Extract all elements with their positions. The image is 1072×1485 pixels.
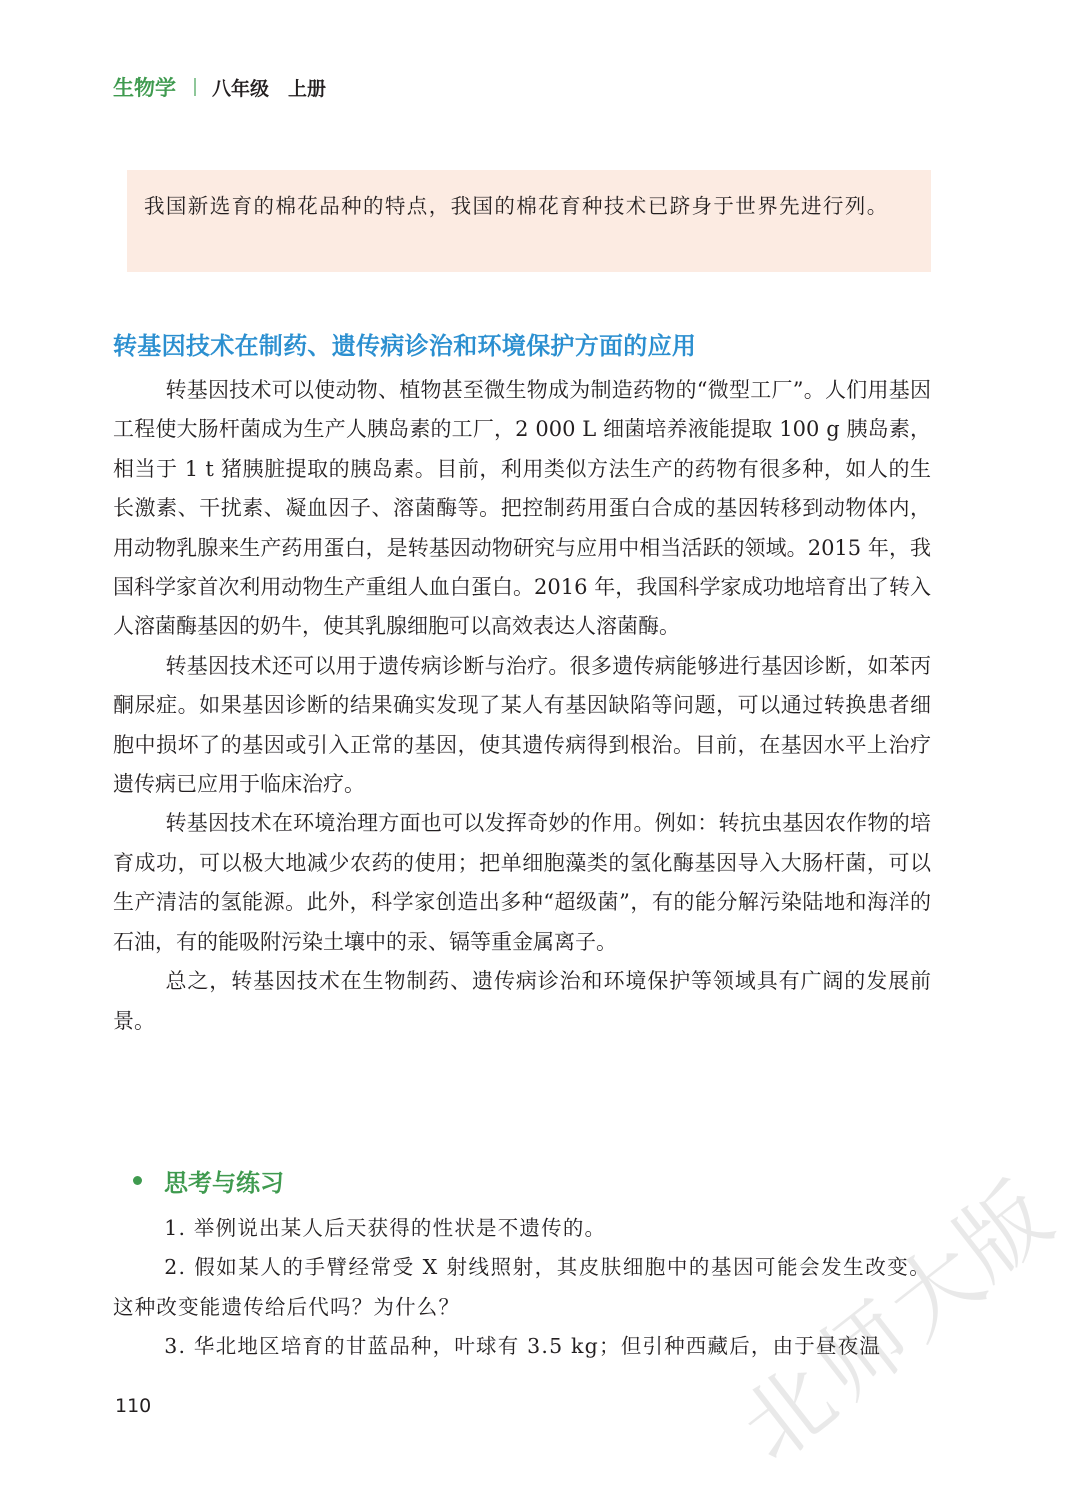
watermark-char: 版 (936, 1163, 1070, 1299)
watermark-char: 大 (869, 1223, 1003, 1359)
header-grade: 八年级 上册 (212, 77, 327, 100)
watermark-char: 师 (796, 1283, 930, 1419)
paragraph-summary: 总之，转基因技术在生物制药、遗传病诊治和环境保护等领域具有广阔的发展前景。 (113, 969, 931, 1033)
exercise-item: 2. 假如某人的手臂经常受 X 射线照射，其皮肤细胞中的基因可能会发生改变。这种改变能遗传给后代吗？为什么？ (113, 1255, 931, 1319)
callout-text: 我国新选育的棉花品种的特点，我国的棉花育种技术已跻身于世界先进行列。 (144, 194, 889, 218)
exercise-item: 3. 华北地区培育的甘蓝品种，叶球有 3.5 kg；但引种西藏后，由于昼夜温 (164, 1334, 882, 1359)
header-subject: 生物学 (113, 76, 176, 100)
bullet-dot-icon (133, 1176, 142, 1185)
callout-box (127, 170, 931, 272)
exercise-list (113, 1209, 931, 1367)
watermark-char: 北 (721, 1345, 855, 1481)
exercise-item: 1. 举例说出某人后天获得的性状是不遗传的。 (164, 1216, 607, 1240)
header-divider (194, 78, 196, 96)
paragraph-pharma: 转基因技术可以使动物、植物甚至微生物成为制造药物的“微型工厂”。人们用基因工程使大肠杆菌成为生产人胰岛素的工厂，2 000 L 细菌培养液能提取 100 g 胰岛素，相当于 1 t 猪胰脏提取的胰岛素。目前，利用类似方法生产的药物有很多种，如人的生长激素、干扰素、凝血因子、溶菌酶等。把控制药用蛋白合成的基因转移到动物体内，用动物乳腺来生产药用蛋白，是转基因动物研究与应用中相当活跃的领域。2015 年，我国科学家首次利用动物生产重组人血白蛋白。2016 年，我国科学家成功地培育出了转入人溶菌酶基因的奶牛，使其乳腺细胞可以高效表达人溶菌酶。 (113, 378, 931, 639)
exercise-heading (133, 1163, 284, 1198)
section-heading: 转基因技术在制药、遗传病诊治和环境保护方面的应用 (113, 332, 697, 360)
exercise-heading-text: 思考与练习 (164, 1168, 284, 1197)
page-number: 110 (115, 1395, 152, 1417)
paragraph-environment: 转基因技术在环境治理方面也可以发挥奇妙的作用。例如：转抗虫基因农作物的培育成功，可以极大地减少农药的使用；把单细胞藻类的氢化酶基因导入大肠杆菌，可以生产清洁的氢能源。此外，科学家创造出多种“超级菌”，有的能分解污染陆地和海洋的石油，有的能吸附污染土壤中的汞、镉等重金属离子。 (113, 811, 931, 954)
running-header (113, 70, 326, 104)
paragraph-genetic-disease: 转基因技术还可以用于遗传病诊断与治疗。很多遗传病能够进行基因诊断，如苯丙酮尿症。如果基因诊断的结果确实发现了某人有基因缺陷等问题，可以通过转换患者细胞中损坏了的基因或引入正常的基因，使其遗传病得到根治。目前，在基因水平上治疗遗传病已应用于临床治疗。 (113, 653, 931, 797)
section-body (113, 371, 931, 1041)
